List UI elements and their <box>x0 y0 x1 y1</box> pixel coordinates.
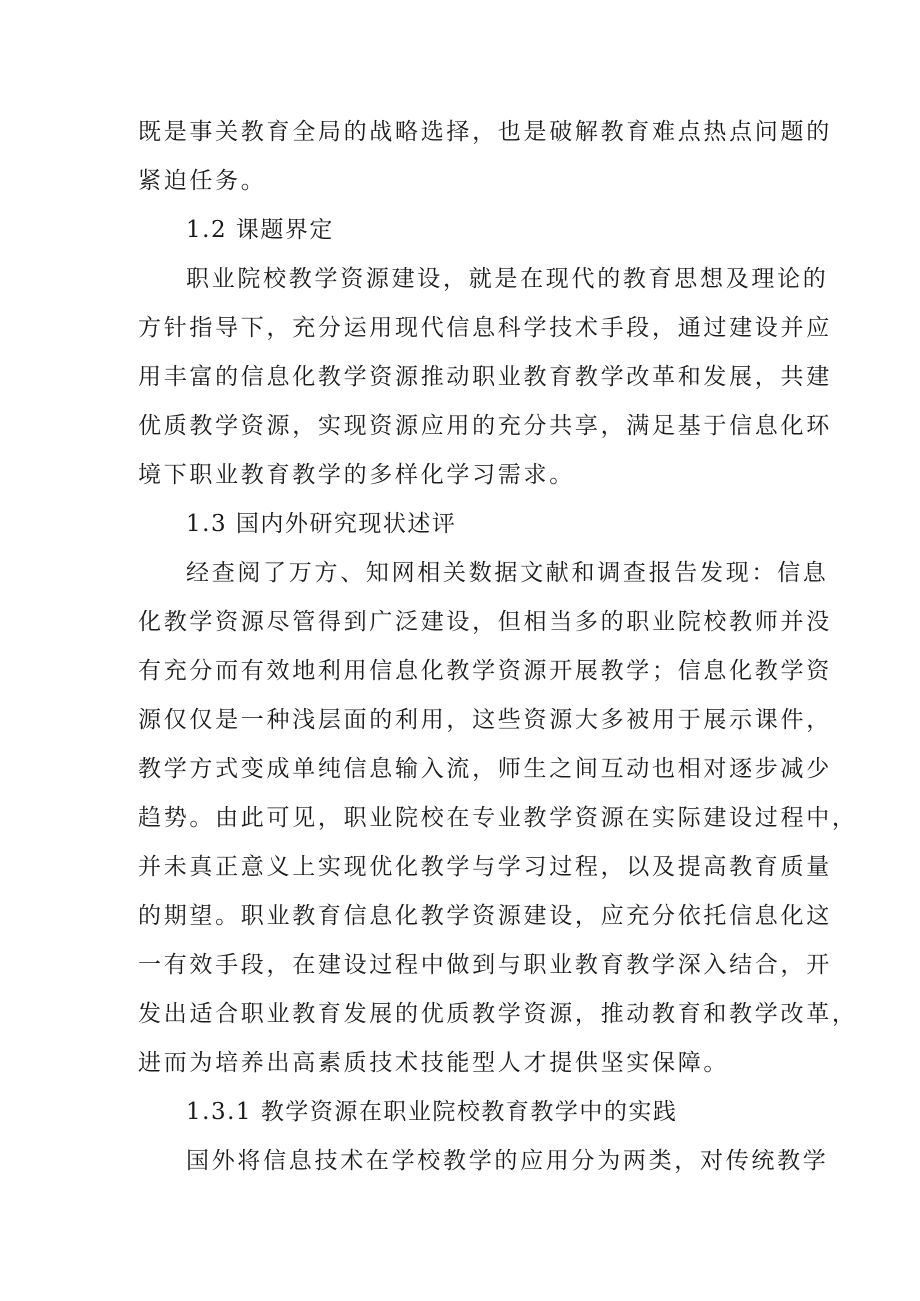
paragraph-line: 国外将信息技术在学校教学的应用分为两类，对传统教学 <box>186 1148 829 1174</box>
paragraph-line: 优质教学资源，实现资源应用的充分共享，满足基于信息化环 <box>138 413 832 439</box>
paragraph-line: 教学方式变成单纯信息输入流，师生之间互动也相对逐步减少 <box>138 756 832 782</box>
paragraph-line: 发出适合职业教育发展的优质教学资源，推动教育和教学改革， <box>138 1001 858 1027</box>
paragraph-line: 境下职业教育教学的多样化学习需求。 <box>138 462 575 488</box>
paragraph-line: 职业院校教学资源建设，就是在现代的教育思想及理论的 <box>186 266 829 292</box>
paragraph-line: 并未真正意义上实现优化教学与学习过程，以及提高教育质量 <box>138 854 832 880</box>
paragraph-line: 化教学资源尽管得到广泛建设，但相当多的职业院校教师并没 <box>138 609 832 635</box>
paragraph-line: 一有效手段，在建设过程中做到与职业教育教学深入结合，开 <box>138 952 832 978</box>
section-heading-1-3-1: 1.3.1 教学资源在职业院校教育教学中的实践 <box>186 1099 678 1125</box>
paragraph-line: 紧迫任务。 <box>138 168 267 194</box>
paragraph-line: 既是事关教育全局的战略选择，也是破解教育难点热点问题的 <box>138 119 832 145</box>
paragraph-line: 方针指导下，充分运用现代信息科学技术手段，通过建设并应 <box>138 315 832 341</box>
paragraph-line: 进而为培养出高素质技术技能型人才提供坚实保障。 <box>138 1050 730 1076</box>
section-heading-1-2: 1.2 课题界定 <box>186 217 334 243</box>
paragraph-line: 经查阅了万方、知网相关数据文献和调查报告发现：信息 <box>186 560 829 586</box>
paragraph-line: 趋势。由此可见，职业院校在专业教学资源在实际建设过程中， <box>138 805 858 831</box>
paragraph-line: 的期望。职业教育信息化教学资源建设，应充分依托信息化这 <box>138 903 832 929</box>
section-heading-1-3: 1.3 国内外研究现状述评 <box>186 511 457 537</box>
paragraph-line: 源仅仅是一种浅层面的利用，这些资源大多被用于展示课件， <box>138 707 832 733</box>
paragraph-line: 用丰富的信息化教学资源推动职业教育教学改革和发展，共建 <box>138 364 832 390</box>
paragraph-line: 有充分而有效地利用信息化教学资源开展教学；信息化教学资 <box>138 658 832 684</box>
